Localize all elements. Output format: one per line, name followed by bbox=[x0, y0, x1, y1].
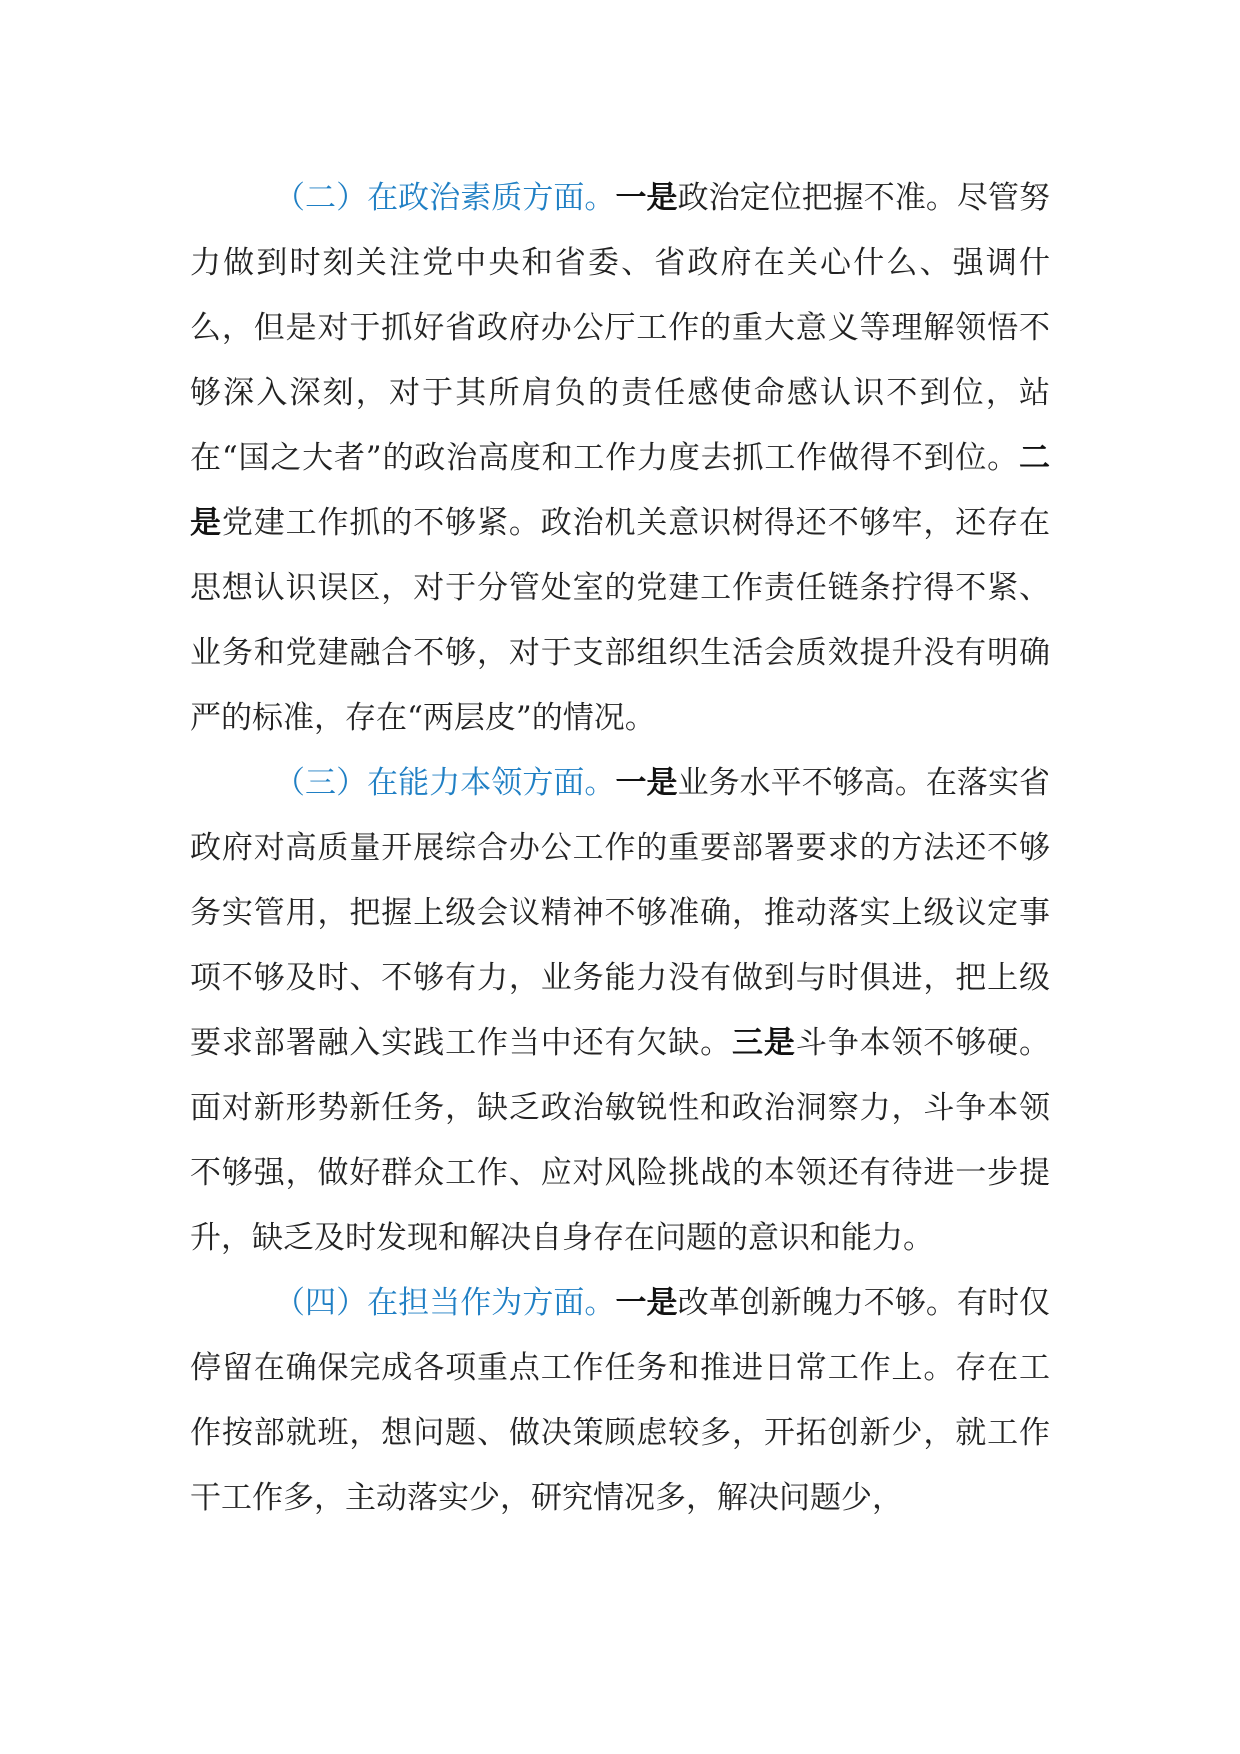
point-text-one: 业务水平不够高。在落实省政府对高质量开展综合办公工作的重要部署要求的方法还不够务实管用，把握上级会议精神不够准确，推动落实上级议定事项不够及时、不够有力，业务能力没有做到与时俱进，把上级要求部署融入实践工作当中还有欠缺。 bbox=[190, 765, 1051, 1061]
section-heading-responsibility: （四）在担当作为方面。 bbox=[274, 1285, 616, 1321]
point-lead-one: 一是 bbox=[615, 765, 678, 801]
point-lead-three: 三是 bbox=[732, 1025, 796, 1061]
point-text-two: 党建工作抓的不够紧。政治机关意识树得还不够牢，还存在思想认识误区，对于分管处室的党建工作责任链条拧得不紧、业务和党建融合不够，对于支部组织生活会质效提升没有明确严的标准，存在“两层皮”的情况。 bbox=[190, 505, 1051, 736]
section-heading-ability: （三）在能力本领方面。 bbox=[274, 765, 616, 801]
document-body bbox=[190, 166, 1050, 1531]
point-lead-one: 一是 bbox=[615, 180, 678, 216]
point-text-three: 斗争本领不够硬。面对新形势新任务，缺乏政治敏锐性和政治洞察力，斗争本领不够强，做好群众工作、应对风险挑战的本领还有待进一步提升，缺乏及时发现和解决自身存在问题的意识和能力。 bbox=[190, 1025, 1051, 1256]
point-text-one: 政治定位把握不准。尽管努力做到时刻关注党中央和省委、省政府在关心什么、强调什么，但是对于抓好省政府办公厅工作的重大意义等理解领悟不够深入深刻，对于其所肩负的责任感使命感认识不到位，站在“国之大者”的政治高度和工作力度去抓工作做得不到位。 bbox=[190, 180, 1051, 476]
point-text-one: 改革创新魄力不够。有时仅停留在确保完成各项重点工作任务和推进日常工作上。存在工作按部就班，想问题、做决策顾虑较多，开拓创新少，就工作干工作多，主动落实少，研究情况多，解决问题少， bbox=[190, 1285, 1051, 1516]
point-lead-one: 一是 bbox=[615, 1285, 678, 1321]
point-lead-two: 二是 bbox=[190, 440, 1050, 541]
paragraph-political-quality bbox=[190, 166, 1050, 751]
paragraph-responsibility bbox=[190, 1271, 1050, 1531]
paragraph-ability bbox=[190, 751, 1050, 1271]
section-heading-political-quality: （二）在政治素质方面。 bbox=[274, 180, 616, 216]
